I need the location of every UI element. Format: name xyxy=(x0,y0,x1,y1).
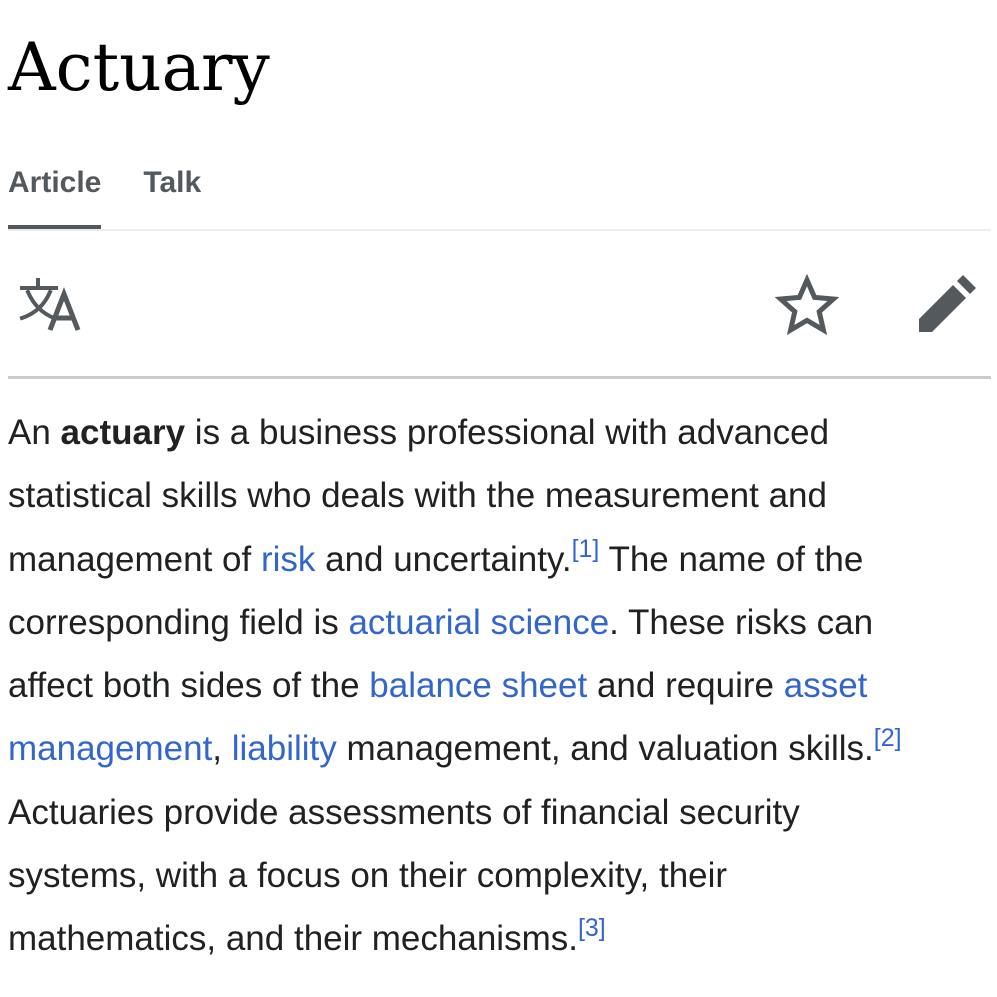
link-risk[interactable]: risk xyxy=(260,539,316,579)
edit-pencil-icon[interactable] xyxy=(915,274,977,336)
text: statistical skills who deals with the measurement and xyxy=(8,476,827,516)
paragraph-line xyxy=(8,907,997,970)
paragraph-line xyxy=(8,464,997,527)
text: corresponding field is xyxy=(8,602,349,642)
text: and require xyxy=(587,666,784,706)
language-icon[interactable] xyxy=(18,276,84,334)
star-icon[interactable] xyxy=(775,274,839,336)
text: An xyxy=(8,413,61,452)
paragraph-line xyxy=(8,528,997,591)
text: . These risks can xyxy=(609,602,874,642)
text: The name of the xyxy=(599,539,864,579)
page-tabs xyxy=(8,160,201,228)
tabs-divider xyxy=(8,229,991,231)
link-liability[interactable]: liability xyxy=(231,729,337,769)
toolbar-divider xyxy=(8,376,991,379)
text: is a business professional with advanced xyxy=(185,413,830,452)
paragraph-line xyxy=(8,781,997,844)
text: management of xyxy=(8,539,261,579)
tab-article[interactable]: Article xyxy=(8,160,101,228)
paragraph-line xyxy=(8,717,997,780)
citation-1[interactable]: [1] xyxy=(571,534,600,563)
text: affect both sides of the xyxy=(8,666,370,706)
link-asset-management-part1[interactable]: asset xyxy=(783,666,868,706)
text: management, and valuation skills. xyxy=(336,729,874,769)
paragraph-line xyxy=(8,401,997,464)
paragraph-line xyxy=(8,844,997,907)
text: mathematics, and their mechanisms. xyxy=(8,919,578,959)
tab-talk[interactable]: Talk xyxy=(143,166,202,199)
citation-2[interactable]: [2] xyxy=(873,724,902,753)
link-balance-sheet[interactable]: balance sheet xyxy=(369,666,588,706)
paragraph-line xyxy=(8,591,997,654)
text: , xyxy=(212,729,232,769)
article-lead-paragraph xyxy=(8,401,997,971)
citation-3[interactable]: [3] xyxy=(577,914,606,943)
text: systems, with a focus on their complexity, their xyxy=(8,856,728,896)
paragraph-line xyxy=(8,654,997,717)
page-title: Actuary xyxy=(8,29,270,106)
text: Actuaries provide assessments of financial security xyxy=(8,792,800,832)
link-actuarial-science[interactable]: actuarial science xyxy=(348,602,610,642)
link-asset-management-part2[interactable]: management xyxy=(8,729,213,769)
bold-term: actuary xyxy=(60,413,186,452)
text: and uncertainty. xyxy=(315,539,572,579)
